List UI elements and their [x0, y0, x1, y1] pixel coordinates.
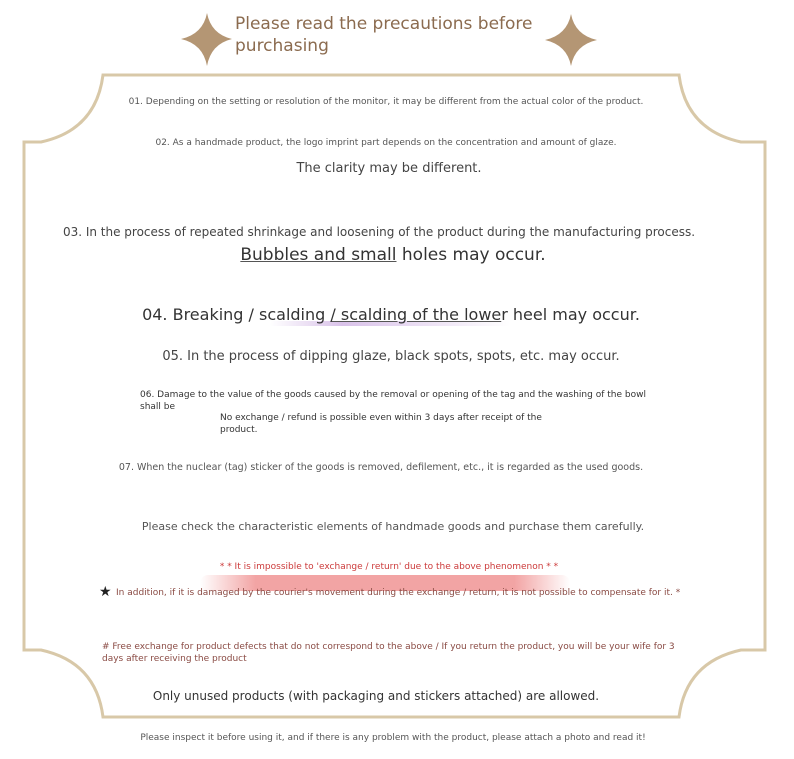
note-03-continuation: [0, 245, 786, 265]
note-03-rest: holes may occur.: [396, 245, 546, 265]
note-06-continuation: No exchange / refund is possible even within 3 days after receipt of the product.: [220, 413, 542, 435]
page-title: Please read the precautions before purchasing: [235, 14, 533, 56]
note-04-underlined: / scalding of the lowe: [330, 305, 502, 324]
note-07: 07. When the nuclear (tag) sticker of the goods is removed, defilement, etc., it is regarded as the used goods.: [118, 462, 644, 473]
warning-notice: * * It is impossible to 'exchange / return' due to the above phenomenon * *: [219, 562, 559, 572]
note-02: 02. As a handmade product, the logo imprint part depends on the concentration and amount of glaze.: [155, 138, 617, 148]
check-notice: Please check the characteristic elements of handmade goods and purchase them carefully.: [141, 520, 645, 533]
note-04-rest: r heel may occur.: [501, 305, 640, 324]
note-02-continuation: The clarity may be different.: [296, 161, 482, 176]
free-exchange-notice: # Free exchange for product defects that do not correspond to the above / If you return the product, you will be your wife for 3 days after receiving the product: [102, 642, 675, 664]
star-icon: ★: [99, 584, 112, 600]
unused-notice: Only unused products (with packaging and stickers attached) are allowed.: [152, 689, 600, 703]
note-03-underlined: Bubbles and small: [240, 245, 397, 265]
addition-notice: In addition, if it is damaged by the courier's movement during the exchange / return, it is not possible to compensate for it. *: [116, 588, 681, 598]
note-04-pre: 04. Breaking / scalding: [142, 305, 331, 324]
sparkle-left-icon: [181, 13, 232, 66]
note-01: 01. Depending on the setting or resolution of the monitor, it may be different from the actual color of the product.: [128, 97, 644, 107]
note-03: 03. In the process of repeated shrinkage and loosening of the product during the manufacturing process.: [62, 225, 696, 239]
sparkle-right-icon: [545, 14, 597, 66]
note-05: 05. In the process of dipping glaze, black spots, spots, etc. may occur.: [162, 349, 620, 364]
note-04: [0, 305, 782, 324]
inspect-notice: Please inspect it before using it, and if there is any problem with the product, please attach a photo and read it!: [140, 733, 646, 743]
note-06: 06. Damage to the value of the goods caused by the removal or opening of the tag and the washing of the bowl shall be: [140, 390, 646, 412]
